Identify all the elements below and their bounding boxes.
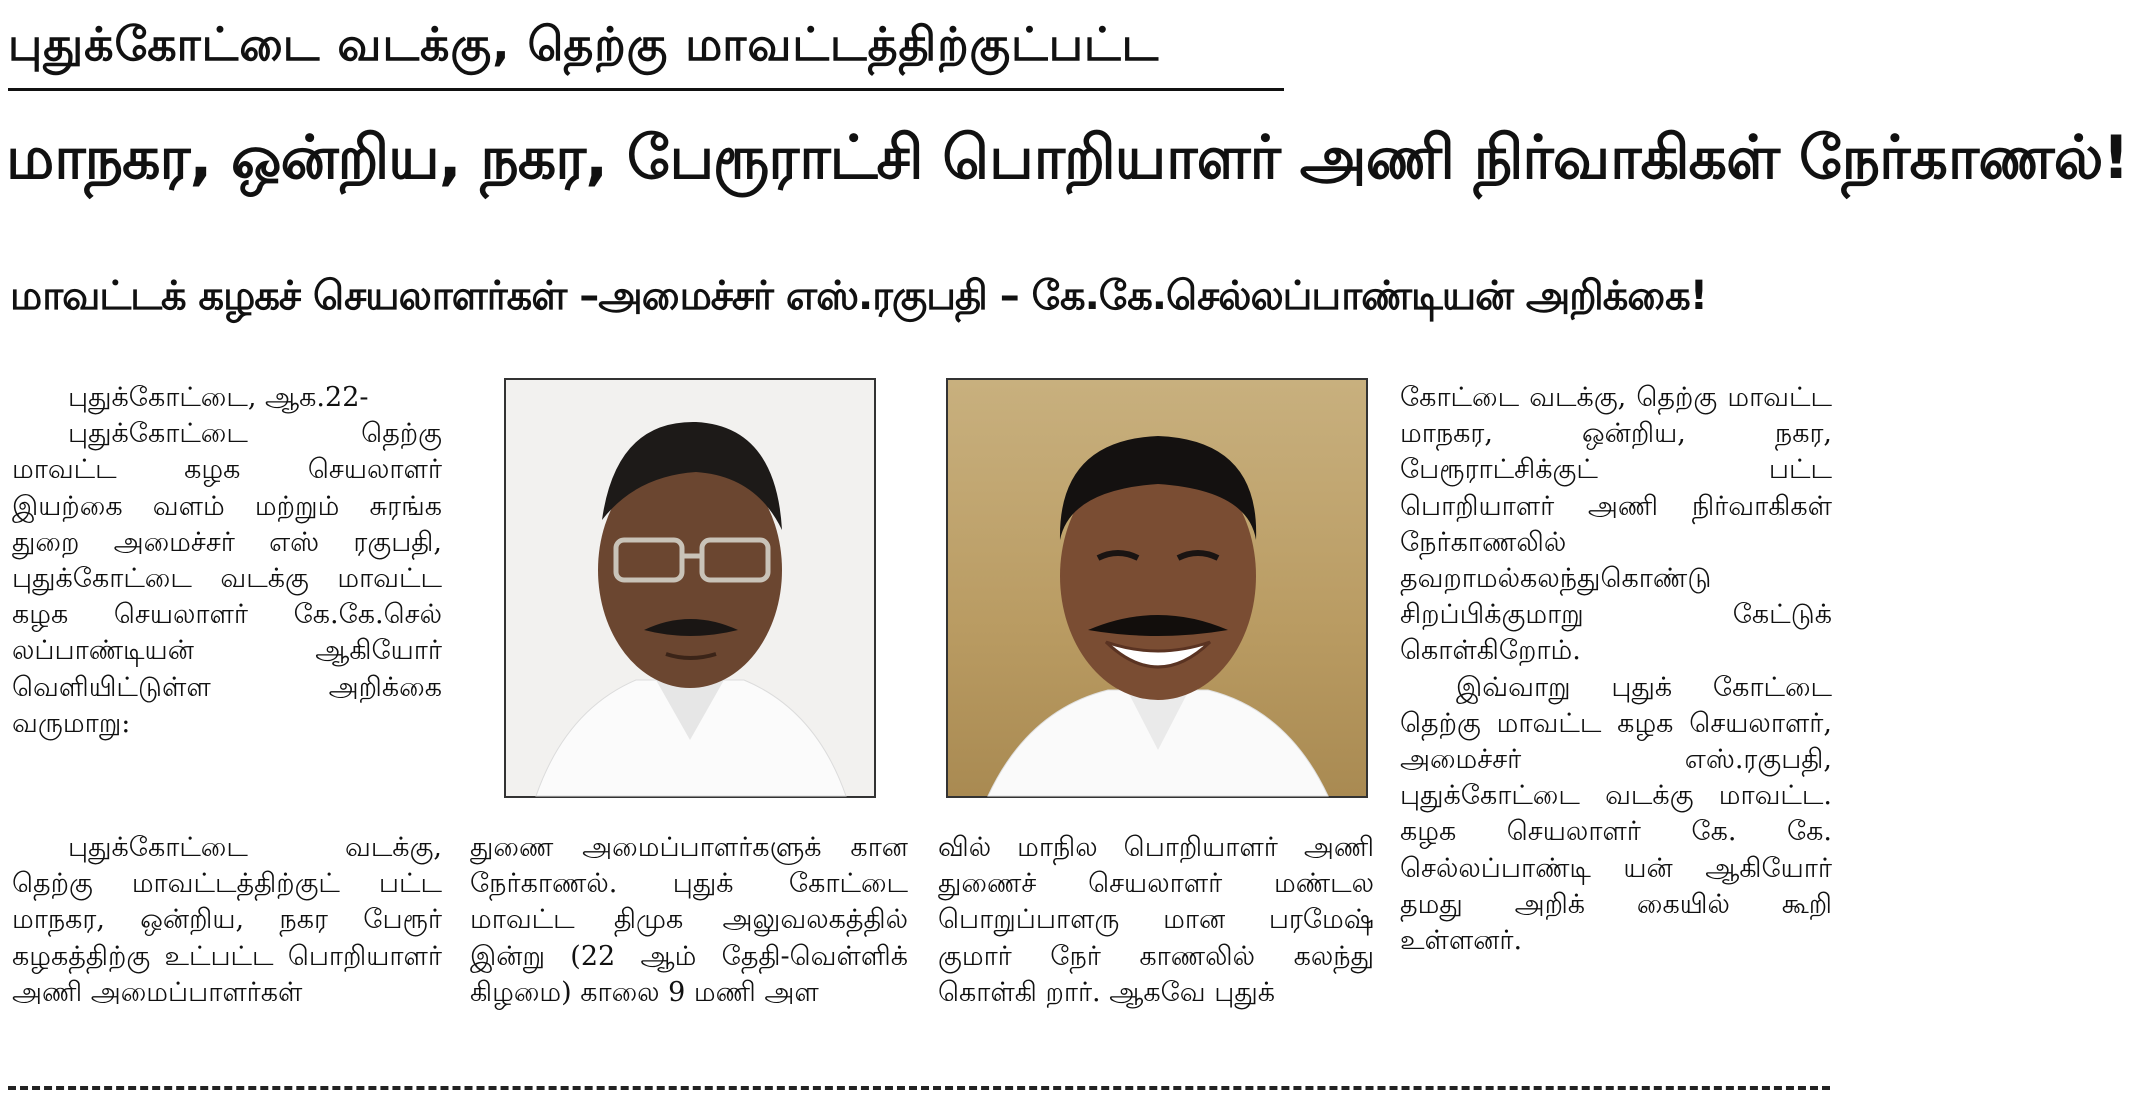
article-column-1-bottom [12,830,442,1011]
paragraph: வில் மாநில பொறியாளர் அணி துணைச் செயலாளர் மண்டல பொறுப்பாளரு மான பரமேஷ் குமார் நேர் காணலில் கலந்து கொள்கி றார். ஆகவே புதுக் [938,832,1374,1008]
sub-headline: மாவட்டக் கழகச் செயலாளர்கள் –அமைச்சர் எஸ்.ரகுபதி – கே.கே.செல்லப்பாண்டியன் அறிக்கை! [10,273,1707,319]
paragraph: துணை அமைப்பாளர்களுக் கான நேர்காணல். புதுக் கோட்டை மாவட்ட திமுக அலுவலகத்தில் இன்று (22 ஆம் தேதி-வெள்ளிக் கிழமை) காலை 9 மணி அள [470,832,908,1008]
paragraph: இவ்வாறு புதுக் கோட்டை தெற்கு மாவட்ட கழக செயலாளர், அமைச்சர் எஸ்.ரகுபதி, புதுக்கோட்டை வடக்கு மாவட்ட. கழக செயலாளர் கே. கே. செல்லப்பாண்டி யன் ஆகியோர் தமது அறிக் கையில் கூறி உள்ளனர். [1400,671,1832,957]
paragraph: புதுக்கோட்டை வடக்கு, தெற்கு மாவட்டத்திற்குட் பட்ட மாநகர, ஒன்றிய, நகர பேரூர் கழகத்திற்கு உட்பட்ட பொறியாளர் அணி அமைப்பாளர்கள் [12,832,442,1008]
article-column-3 [938,830,1374,1011]
dateline: புதுக்கோட்டை, ஆக.22- [68,382,369,413]
kicker-heading: புதுக்கோட்டை வடக்கு, தெற்கு மாவட்டத்திற்குட்பட்ட [8,17,1160,71]
kicker-underline [8,88,1284,91]
article-column-1-top [12,380,442,742]
main-headline: மாநகர, ஒன்றிய, நகர, பேரூராட்சி பொறியாளர் அணி நிர்வாகிகள் நேர்காணல்! [6,123,2129,193]
portrait-illustration [948,380,1366,796]
bottom-dashed-separator [8,1086,1830,1090]
photo-right-portrait [946,378,1368,798]
portrait-illustration [506,380,874,796]
paragraph: புதுக்கோட்டை தெற்கு மாவட்ட கழக செயலாளர் இயற்கை வளம் மற்றும் சுரங்க துறை அமைச்சர் எஸ் ரகுபதி, புதுக்கோட்டை வடக்கு மாவட்ட கழக செயலாளர் கே.கே.செல் லப்பாண்டியன் ஆகியோர் வெளியிட்டுள்ள அறிக்கை வருமாறு: [12,418,442,739]
photo-left-portrait [504,378,876,798]
article-column-2 [470,830,908,1011]
paragraph: கோட்டை வடக்கு, தெற்கு மாவட்ட மாநகர, ஒன்றிய, நகர, பேரூராட்சிக்குட் பட்ட பொறியாளர் அணி நிர்வாகிகள் நேர்காணலில் தவறாமல்கலந்துகொண்டு சிறப்பிக்குமாறு கேட்டுக் கொள்கிறோம். [1400,382,1832,667]
article-column-4 [1400,380,1832,959]
